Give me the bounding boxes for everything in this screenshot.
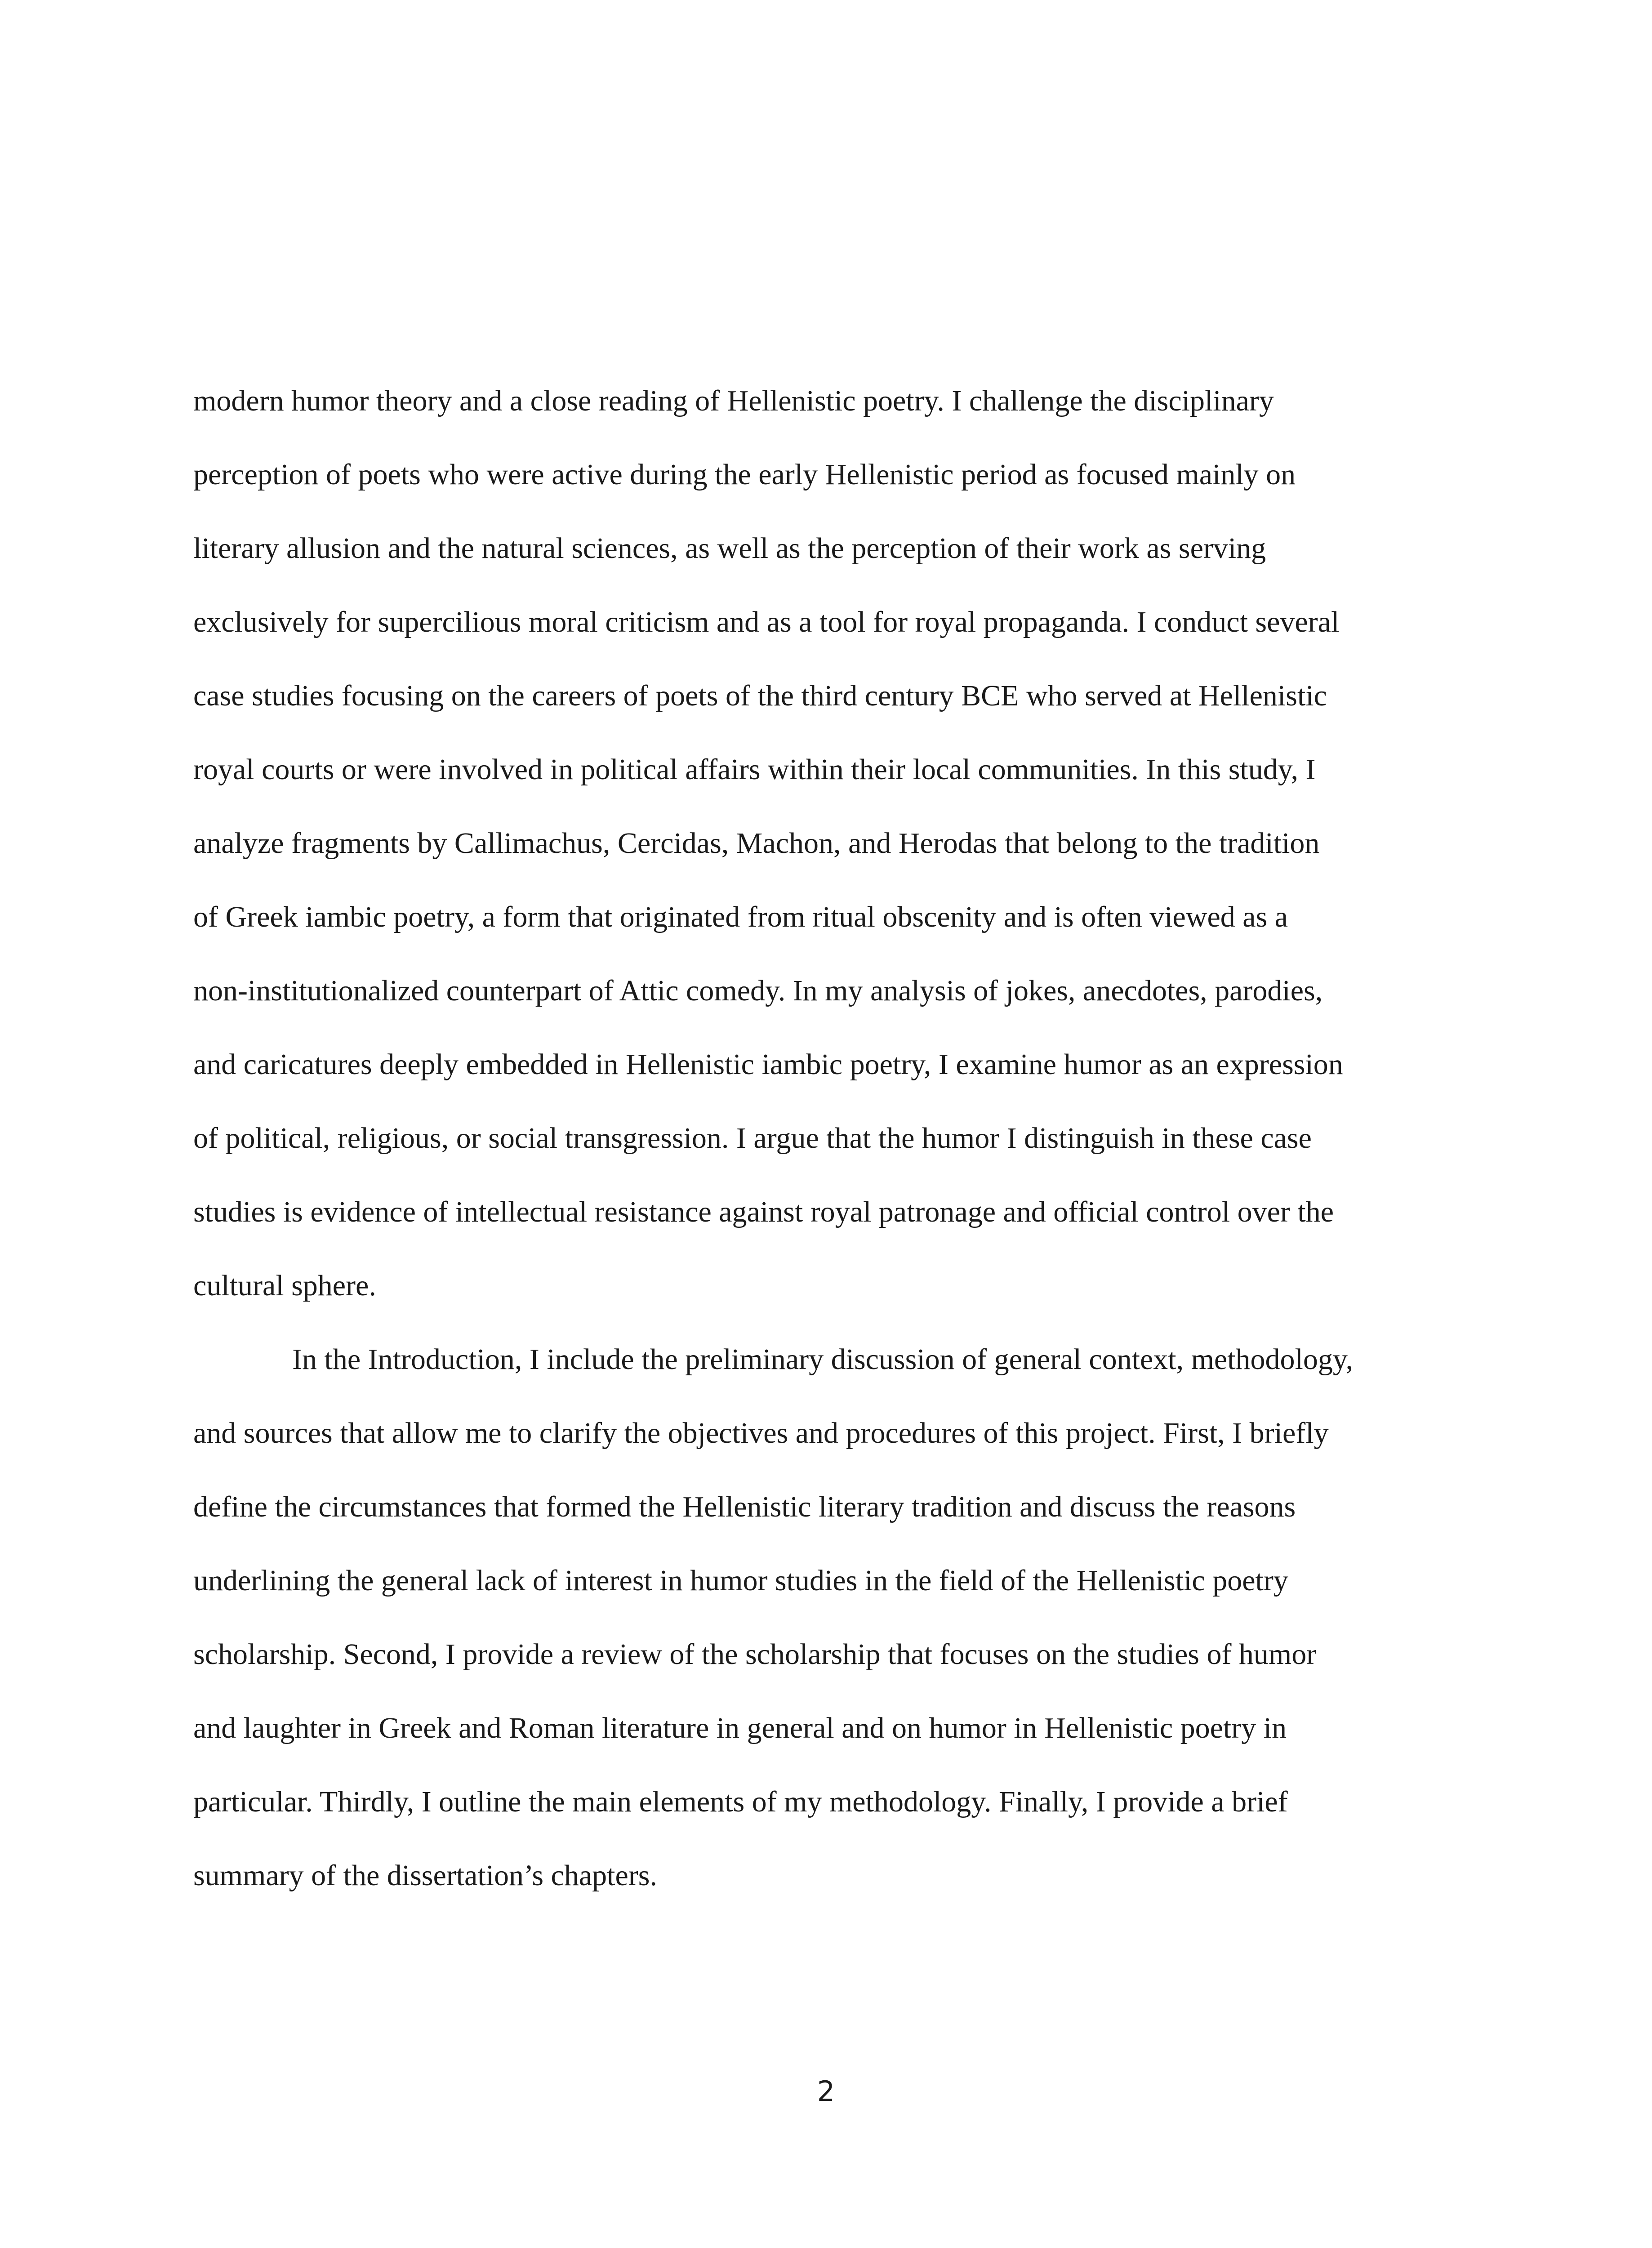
text-line: modern humor theory and a close reading of Hellenistic poetry. I challenge the disciplinary — [193, 384, 1274, 417]
text-line: and sources that allow me to clarify the objectives and procedures of this project. First, I briefly — [193, 1417, 1329, 1450]
text-line: royal courts or were involved in political affairs within their local communities. In this study, I — [193, 753, 1316, 786]
text-line: studies is evidence of intellectual resistance against royal patronage and official control over the — [193, 1195, 1334, 1228]
body-text — [193, 364, 1461, 1913]
text-line: underlining the general lack of interest in humor studies in the field of the Hellenistic poetry — [193, 1564, 1288, 1597]
text-line: of Greek iambic poetry, a form that originated from ritual obscenity and is often viewed as a — [193, 901, 1288, 933]
text-line: of political, religious, or social transgression. I argue that the humor I distinguish in these case — [193, 1122, 1312, 1155]
text-line: particular. Thirdly, I outline the main elements of my methodology. Finally, I provide a brief — [193, 1785, 1288, 1818]
page-number: 2 — [817, 2075, 835, 2108]
text-line: and caricatures deeply embedded in Hellenistic iambic poetry, I examine humor as an expression — [193, 1048, 1343, 1081]
text-line: define the circumstances that formed the Hellenistic literary tradition and discuss the reasons — [193, 1490, 1296, 1523]
text-line: summary of the dissertation’s chapters. — [193, 1859, 657, 1892]
text-line: perception of poets who were active during the early Hellenistic period as focused mainly on — [193, 458, 1296, 491]
text-line: exclusively for supercilious moral criticism and as a tool for royal propaganda. I conduct several — [193, 606, 1340, 638]
text-line: analyze fragments by Callimachus, Cercidas, Machon, and Herodas that belong to the tradition — [193, 827, 1320, 860]
text-line: scholarship. Second, I provide a review of the scholarship that focuses on the studies of humor — [193, 1638, 1317, 1671]
text-line: cultural sphere. — [193, 1269, 376, 1302]
text-line: non-institutionalized counterpart of Attic comedy. In my analysis of jokes, anecdotes, parodies, — [193, 974, 1323, 1007]
text-line: In the Introduction, I include the preliminary discussion of general context, methodology, — [292, 1343, 1354, 1376]
text-line: and laughter in Greek and Roman literature in general and on humor in Hellenistic poetry in — [193, 1712, 1287, 1744]
paragraph-1 — [193, 364, 1461, 1323]
paragraph-2 — [193, 1323, 1461, 1913]
text-line: case studies focusing on the careers of poets of the third century BCE who served at Hellenistic — [193, 679, 1327, 712]
text-line: literary allusion and the natural sciences, as well as the perception of their work as serving — [193, 532, 1266, 565]
